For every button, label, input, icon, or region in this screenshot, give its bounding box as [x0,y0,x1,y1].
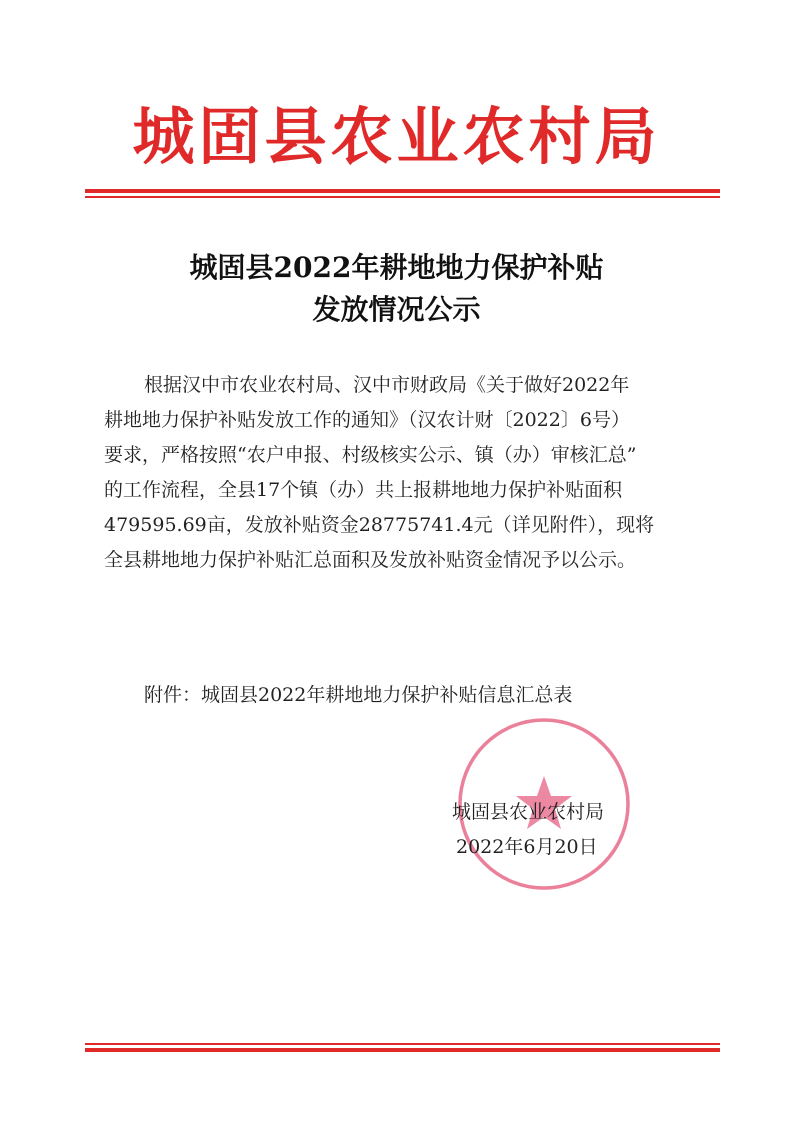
body-line: 479595.69亩，发放补贴资金28775741.4元（详见附件），现将 [104,514,655,536]
header-rule-thick [85,189,720,193]
document-title-line1: 城固县2022年耕地地力保护补贴 [189,251,604,284]
body-line: 全县耕地地力保护补贴汇总面积及发放补贴资金情况予以公示。 [104,549,637,571]
masthead-org-name: 城固县农业农村局 [132,100,661,173]
body-line: 要求，严格按照“农户申报、村级核实公示、镇（办）审核汇总” [104,444,637,466]
body-paragraph [104,368,696,578]
attachment-note: 附件：城固县2022年耕地地力保护补贴信息汇总表 [144,684,573,706]
signature-date: 2022年6月20日 [456,836,598,858]
document-title-line2: 发放情况公示 [312,293,481,326]
body-line: 根据汉中市农业农村局、汉中市财政局《关于做好2022年 [144,374,630,396]
body-line: 的工作流程，全县17个镇（办）共上报耕地地力保护补贴面积 [104,479,623,501]
header-rule-thin [85,196,720,198]
body-line: 耕地地力保护补贴发放工作的通知》（汉农计财〔2022〕6号） [104,409,630,431]
footer-rule-thick [85,1048,720,1052]
signature-org: 城固县农业农村局 [452,801,605,823]
footer-rule-thin [85,1043,720,1045]
